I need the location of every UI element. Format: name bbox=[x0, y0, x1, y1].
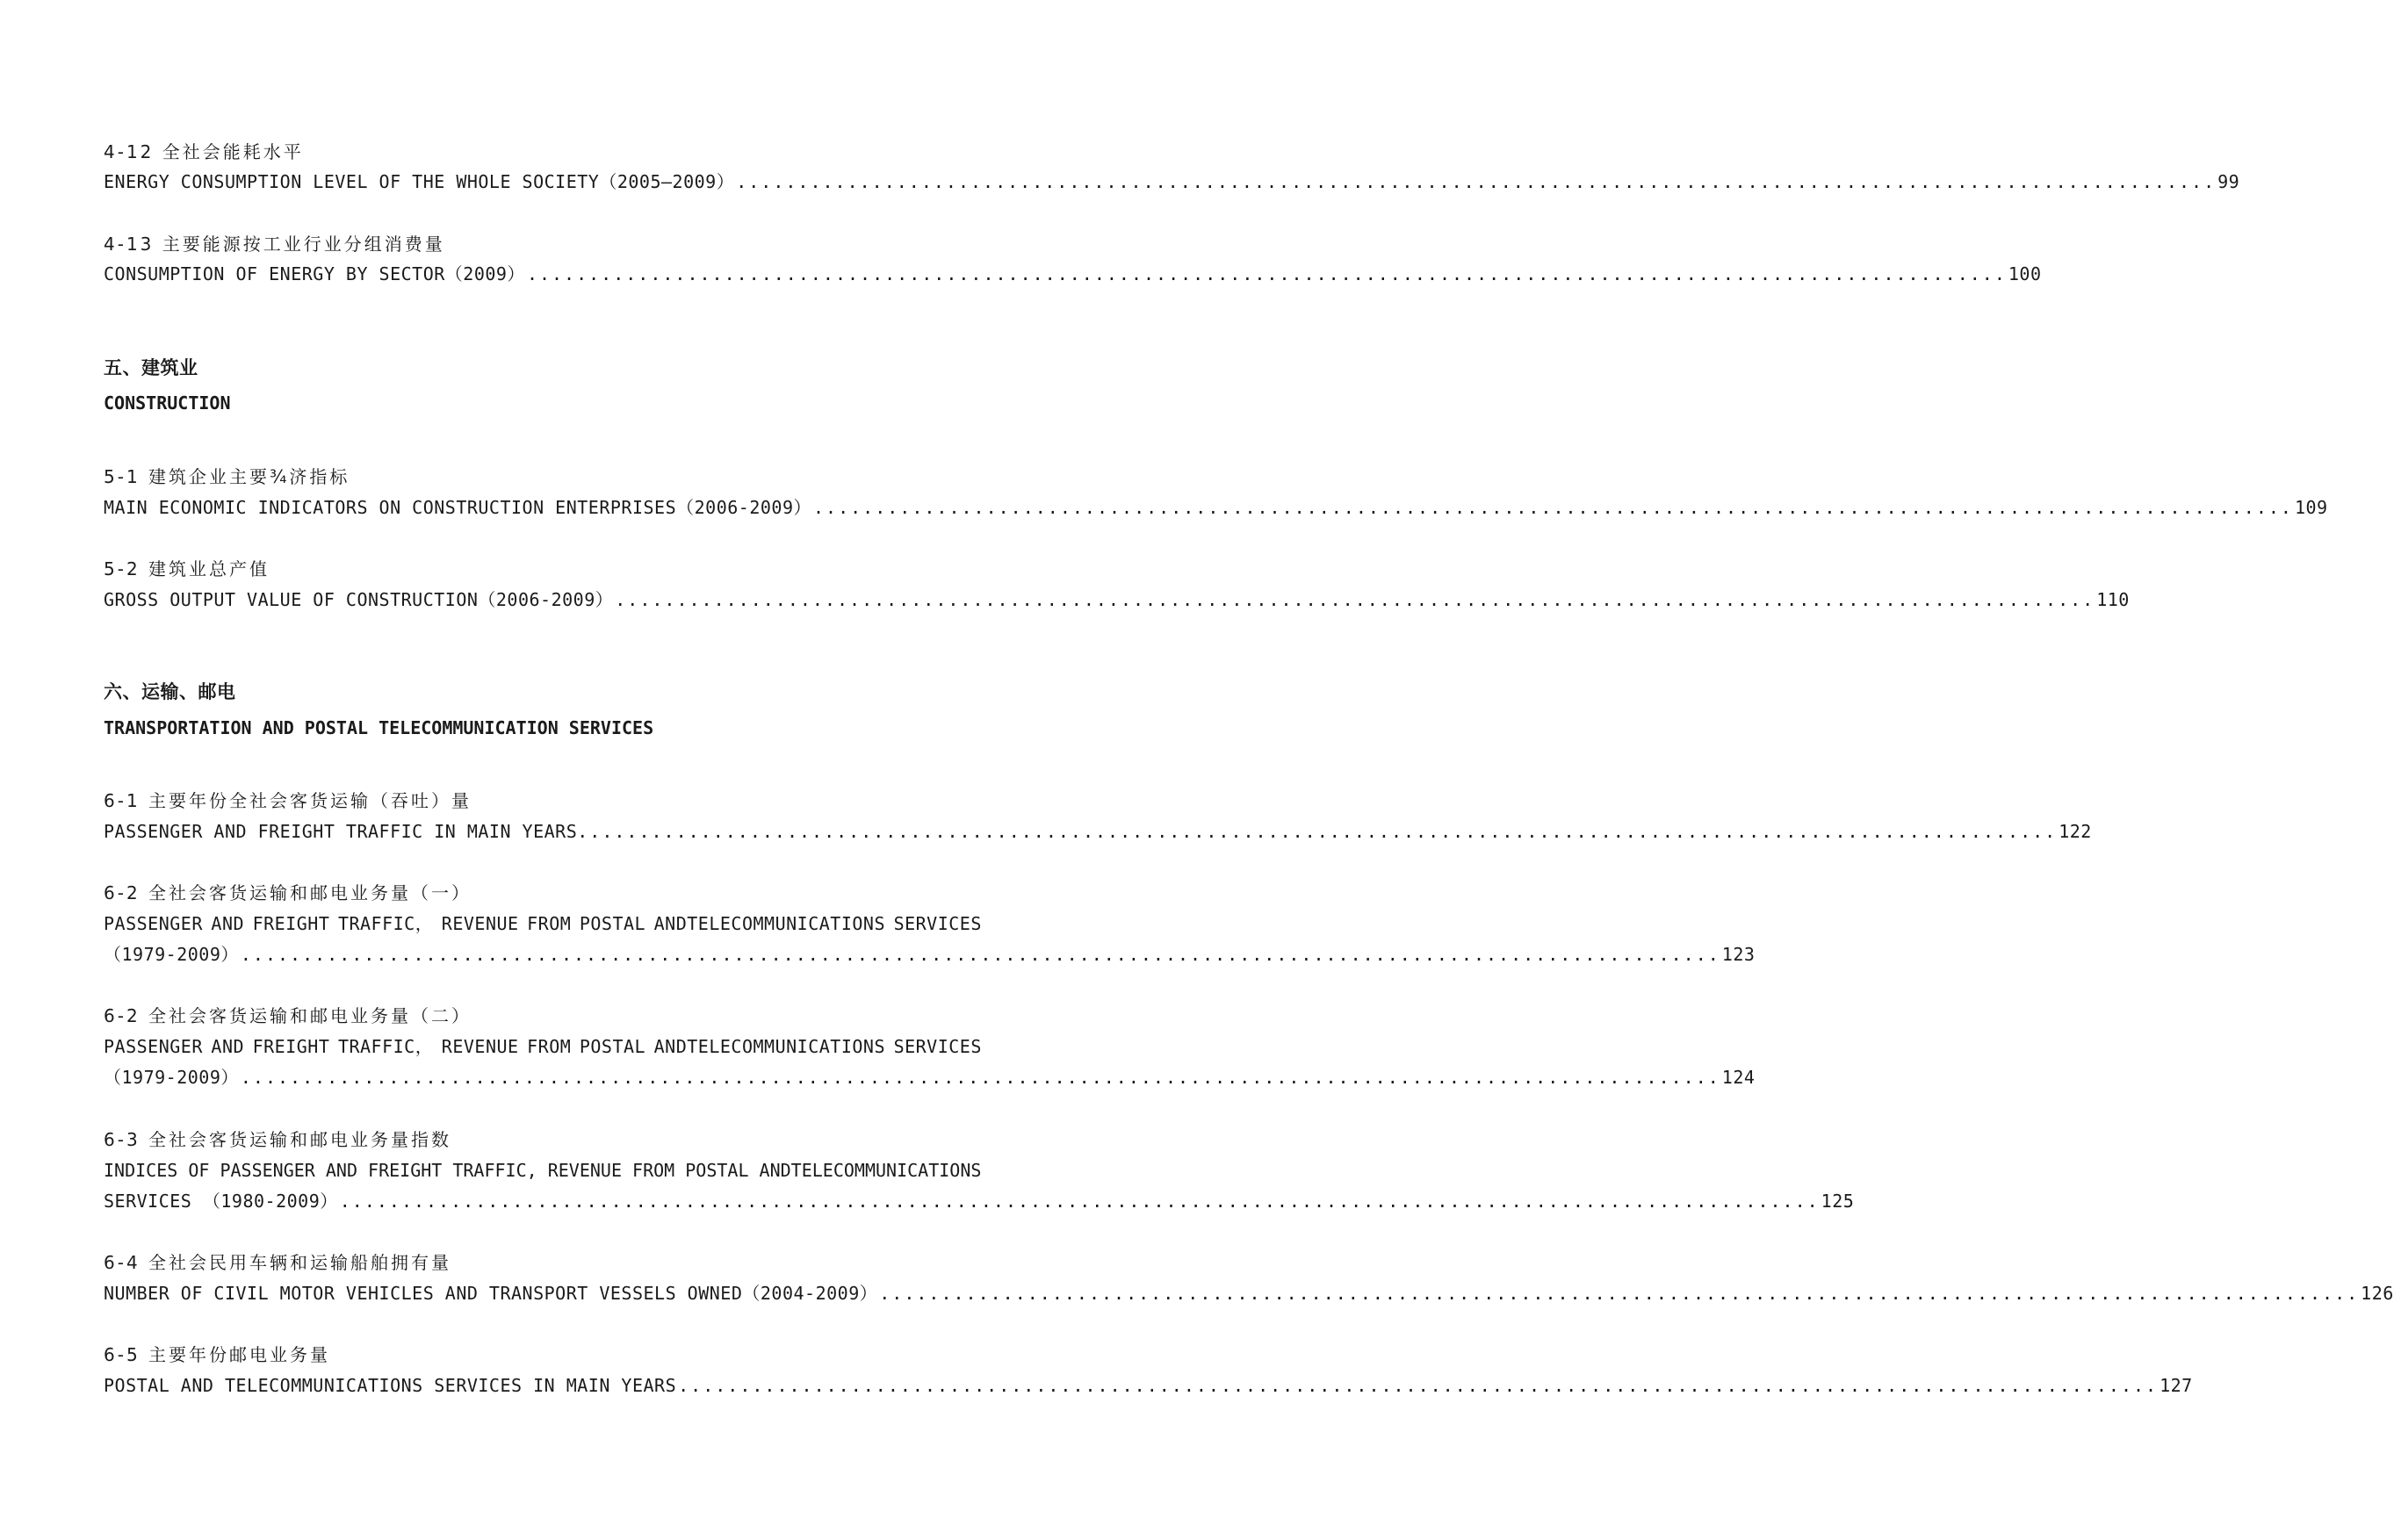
title-word: PASSENGER bbox=[104, 913, 203, 934]
title-word: PASSENGER bbox=[104, 1036, 203, 1057]
title-word: REVENUE bbox=[441, 1036, 519, 1057]
dot-leader: ........................................................................................................................ bbox=[813, 497, 2293, 518]
dot-leader: ........................................................................................................................ bbox=[615, 589, 2095, 610]
toc-entry-line[interactable] bbox=[104, 1063, 1756, 1091]
toc-entry-title-en: （1979-2009） bbox=[104, 1067, 239, 1088]
title-word: POSTAL bbox=[579, 1036, 646, 1057]
toc-entry-title-en: （1979-2009） bbox=[104, 944, 239, 965]
page-number: 127 bbox=[2160, 1375, 2193, 1396]
page-number: 122 bbox=[2059, 821, 2092, 842]
dot-leader: ........................................................................................................................ bbox=[736, 171, 2217, 192]
title-word: TRAFFIC， bbox=[337, 1036, 434, 1057]
title-word: FROM bbox=[527, 913, 572, 934]
dot-leader: ........................................................................................................................ bbox=[240, 944, 1720, 965]
section-heading-en: CONSTRUCTION bbox=[104, 392, 231, 414]
title-word: REVENUE bbox=[441, 913, 519, 934]
dot-leader: ........................................................................................................................ bbox=[240, 1067, 1720, 1088]
title-word: ANDTELECOMMUNICATIONS bbox=[653, 913, 886, 934]
page-number: 125 bbox=[1821, 1191, 1855, 1212]
toc-entry-title-en: PASSENGER AND FREIGHT TRAFFIC IN MAIN YEARS bbox=[104, 821, 578, 842]
toc-entry-title-en: GROSS OUTPUT VALUE OF CONSTRUCTION（2006-2009） bbox=[104, 589, 614, 610]
dot-leader: ........................................................................................................................ bbox=[879, 1283, 2360, 1304]
toc-entry-title-en: SERVICES （1980-2009） bbox=[104, 1191, 338, 1212]
title-word: TRAFFIC， bbox=[337, 913, 434, 934]
toc-entry-title-en[interactable]: INDICES OF PASSENGER AND FREIGHT TRAFFIC, REVENUE FROM POSTAL ANDTELECOMMUNICATIONS bbox=[104, 1160, 982, 1181]
page-number: 100 bbox=[2008, 263, 2042, 284]
toc-entry-title-en: ENERGY CONSUMPTION LEVEL OF THE WHOLE SOCIETY（2005—2009） bbox=[104, 171, 735, 192]
page-number: 110 bbox=[2096, 589, 2130, 610]
page-number: 109 bbox=[2294, 497, 2328, 518]
title-word: FROM bbox=[527, 1036, 572, 1057]
toc-entry-title-cn: 5-2 建筑业总产值 bbox=[104, 558, 270, 579]
toc-entry-title-cn: 4-12 全社会能耗水平 bbox=[104, 141, 304, 162]
page-number: 123 bbox=[1721, 944, 1756, 965]
dot-leader: ........................................................................................................................ bbox=[339, 1191, 1820, 1212]
section-heading-cn: 六、运输、邮电 bbox=[104, 681, 236, 702]
toc-entry-line[interactable] bbox=[104, 1279, 2394, 1307]
toc-entry-title-en[interactable] bbox=[104, 1033, 982, 1061]
title-word: AND bbox=[211, 1036, 245, 1057]
page-number: 124 bbox=[1721, 1067, 1756, 1088]
toc-entry-line[interactable] bbox=[104, 1187, 1855, 1215]
toc-entry-title-en: POSTAL AND TELECOMMUNICATIONS SERVICES IN MAIN YEARS bbox=[104, 1375, 677, 1396]
toc-entry-title-en: MAIN ECONOMIC INDICATORS ON CONSTRUCTION ENTERPRISES（2006-2009） bbox=[104, 497, 812, 518]
page-number: 99 bbox=[2217, 171, 2240, 192]
toc-entry-line[interactable] bbox=[104, 260, 2042, 288]
dot-leader: ........................................................................................................................ bbox=[678, 1375, 2159, 1396]
toc-entry-line[interactable] bbox=[104, 586, 2130, 614]
toc-entry-line[interactable] bbox=[104, 168, 2240, 196]
toc-entry-title-cn: 6-2 全社会客货运输和邮电业务量（一） bbox=[104, 882, 472, 903]
toc-entry-line[interactable] bbox=[104, 817, 2092, 846]
toc-entry-title-en: NUMBER OF CIVIL MOTOR VEHICLES AND TRANSPORT VESSELS OWNED（2004-2009） bbox=[104, 1283, 878, 1304]
toc-entry-title-cn: 6-5 主要年份邮电业务量 bbox=[104, 1344, 331, 1365]
title-word: FREIGHT bbox=[252, 913, 330, 934]
section-heading-en: TRANSPORTATION AND POSTAL TELECOMMUNICATION SERVICES bbox=[104, 717, 654, 738]
toc-entry-title-en[interactable] bbox=[104, 910, 982, 938]
title-word: SERVICES bbox=[893, 1036, 982, 1057]
title-word: SERVICES bbox=[893, 913, 982, 934]
toc-entry-title-cn: 6-1 主要年份全社会客货运输（吞吐）量 bbox=[104, 790, 472, 811]
toc-entry-title-cn: 6-2 全社会客货运输和邮电业务量（二） bbox=[104, 1005, 472, 1026]
title-word: FREIGHT bbox=[252, 1036, 330, 1057]
toc-entry-line[interactable] bbox=[104, 940, 1756, 968]
title-word: POSTAL bbox=[579, 913, 646, 934]
toc-entry-title-cn: 5-1 建筑企业主要¾济指标 bbox=[104, 466, 350, 487]
dot-leader: ........................................................................................................................ bbox=[526, 263, 2007, 284]
toc-entry-title-cn: 6-3 全社会客货运输和邮电业务量指数 bbox=[104, 1129, 452, 1150]
section-heading-cn: 五、建筑业 bbox=[104, 357, 198, 378]
title-word: ANDTELECOMMUNICATIONS bbox=[653, 1036, 886, 1057]
page-number: 126 bbox=[2361, 1283, 2394, 1304]
dot-leader: ........................................................................................................................ bbox=[577, 821, 2058, 842]
toc-entry-line[interactable] bbox=[104, 493, 2328, 522]
toc-entry-line[interactable] bbox=[104, 1371, 2193, 1400]
toc-entry-title-en: CONSUMPTION OF ENERGY BY SECTOR（2009） bbox=[104, 263, 525, 284]
toc-entry-title-cn: 6-4 全社会民用车辆和运输船舶拥有量 bbox=[104, 1252, 452, 1273]
title-word: AND bbox=[211, 913, 245, 934]
toc-entry-title-cn: 4-13 主要能源按工业行业分组消费量 bbox=[104, 234, 445, 255]
